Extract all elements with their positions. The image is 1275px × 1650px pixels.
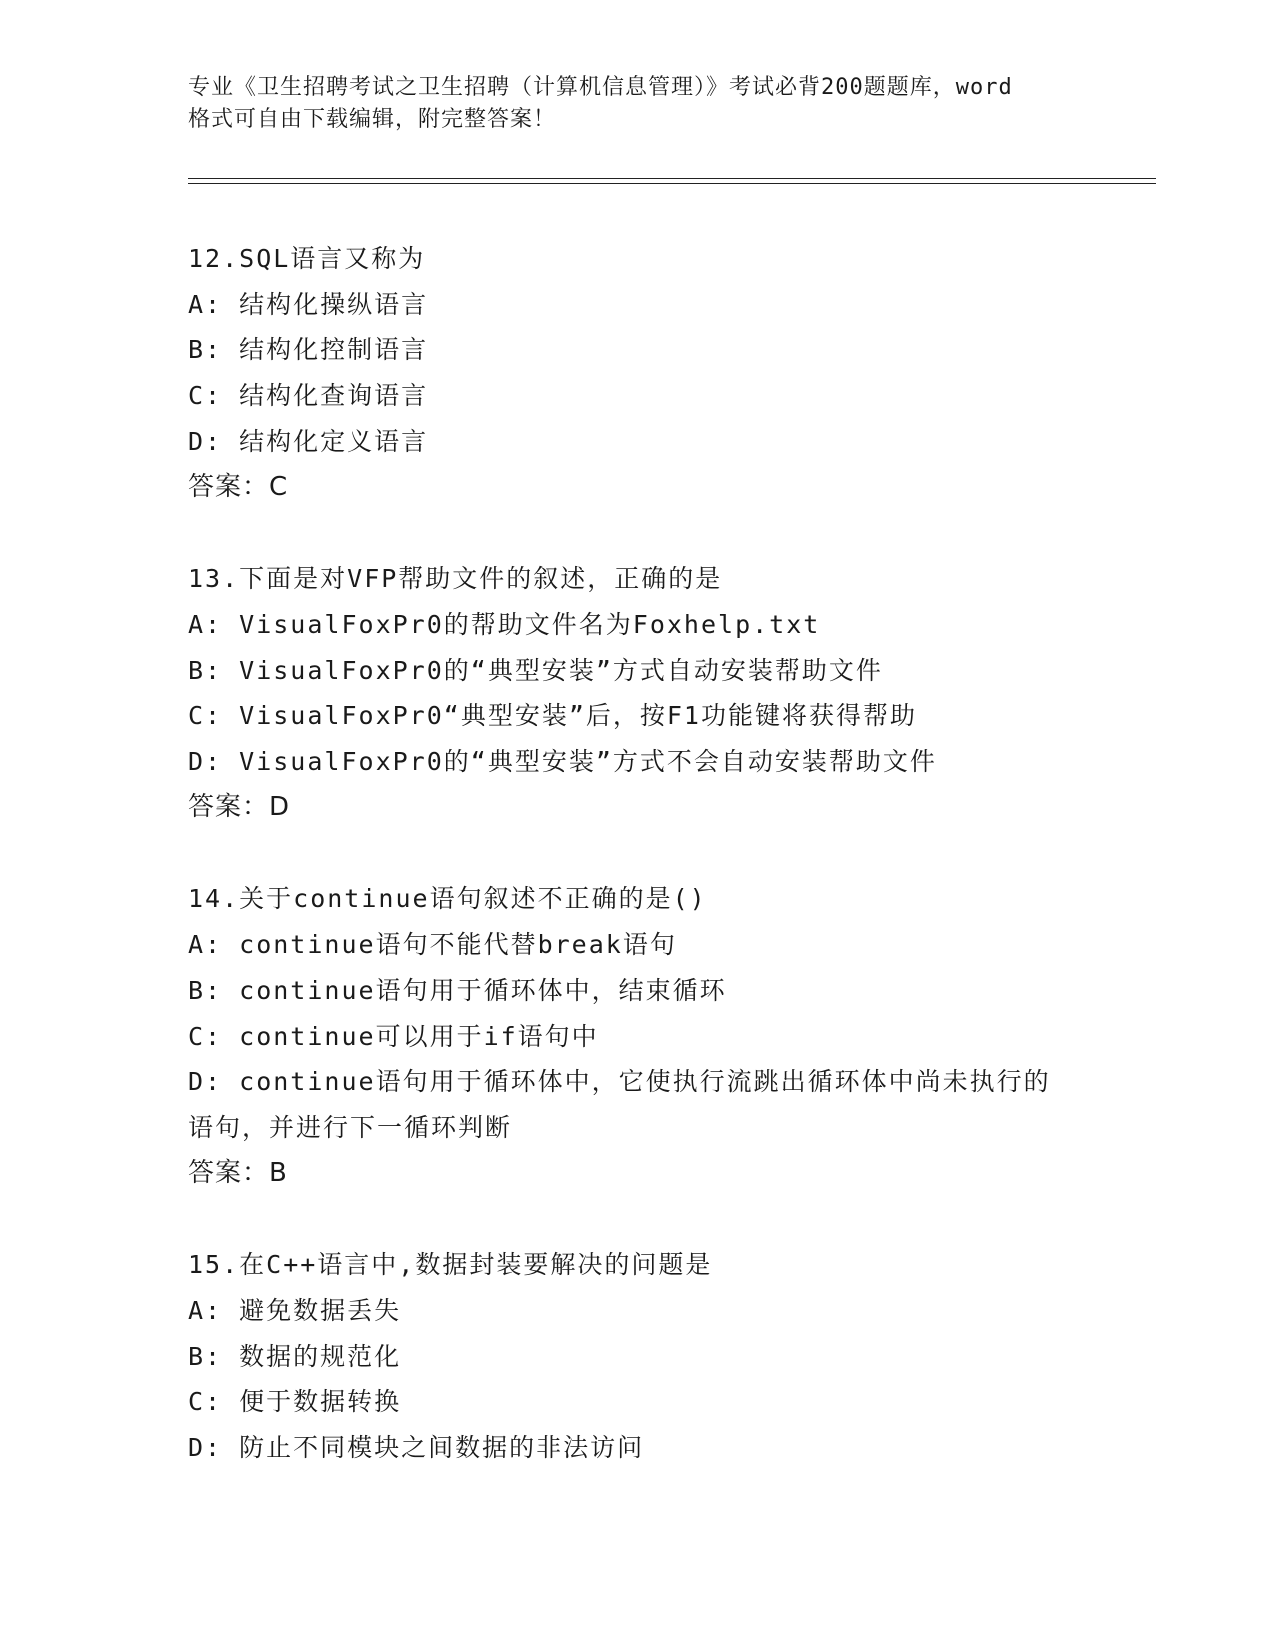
question-12 — [188, 236, 1108, 510]
option-b: B: 结构化控制语言 — [188, 335, 429, 365]
option-d: D: VisualFoxPr0的“典型安装”方式不会自动安装帮助文件 — [188, 747, 937, 777]
option-c: C: 便于数据转换 — [188, 1387, 402, 1417]
option-c: C: 结构化查询语言 — [188, 381, 429, 411]
document-header — [188, 72, 1088, 136]
question-list — [188, 236, 1108, 1517]
option-a: A: continue语句不能代替break语句 — [188, 930, 677, 960]
question-13 — [188, 556, 1108, 830]
header-rule-bottom — [188, 183, 1156, 184]
question-stem: 13.下面是对VFP帮助文件的叙述，正确的是 — [188, 564, 723, 594]
header-line-1: 专业《卫生招聘考试之卫生招聘（计算机信息管理）》考试必背200题题库，word — [188, 75, 1013, 100]
option-b: B: VisualFoxPr0的“典型安装”方式自动安装帮助文件 — [188, 655, 883, 685]
question-14 — [188, 876, 1108, 1196]
header-rule-top — [188, 178, 1156, 179]
option-b: B: continue语句用于循环体中，结束循环 — [188, 975, 727, 1005]
answer-text: 答案：C — [188, 471, 289, 502]
answer-text: 答案：B — [188, 1157, 288, 1188]
option-a: A: VisualFoxPr0的帮助文件名为Foxhelp.txt — [188, 609, 821, 639]
option-b: B: 数据的规范化 — [188, 1341, 402, 1371]
option-c: C: continue可以用于if语句中 — [188, 1021, 599, 1051]
answer-text: 答案：D — [188, 791, 291, 822]
option-d: D: 结构化定义语言 — [188, 426, 429, 456]
option-d-continuation: 语句，并进行下一循环判断 — [188, 1112, 513, 1142]
question-stem: 14.关于continue语句叙述不正确的是() — [188, 884, 707, 914]
question-stem: 12.SQL语言又称为 — [188, 244, 426, 273]
option-a: A: 结构化操纵语言 — [188, 289, 429, 319]
option-d: D: continue语句用于循环体中，它使执行流跳出循环体中尚未执行的 — [188, 1067, 1051, 1097]
question-stem: 15.在C++语言中,数据封装要解决的问题是 — [188, 1250, 713, 1280]
header-line-2: 格式可自由下载编辑，附完整答案！ — [188, 107, 557, 132]
option-c: C: VisualFoxPr0“典型安装”后，按F1功能键将获得帮助 — [188, 701, 917, 731]
option-a: A: 避免数据丢失 — [188, 1296, 402, 1326]
question-15 — [188, 1242, 1108, 1471]
option-d: D: 防止不同模块之间数据的非法访问 — [188, 1433, 645, 1463]
